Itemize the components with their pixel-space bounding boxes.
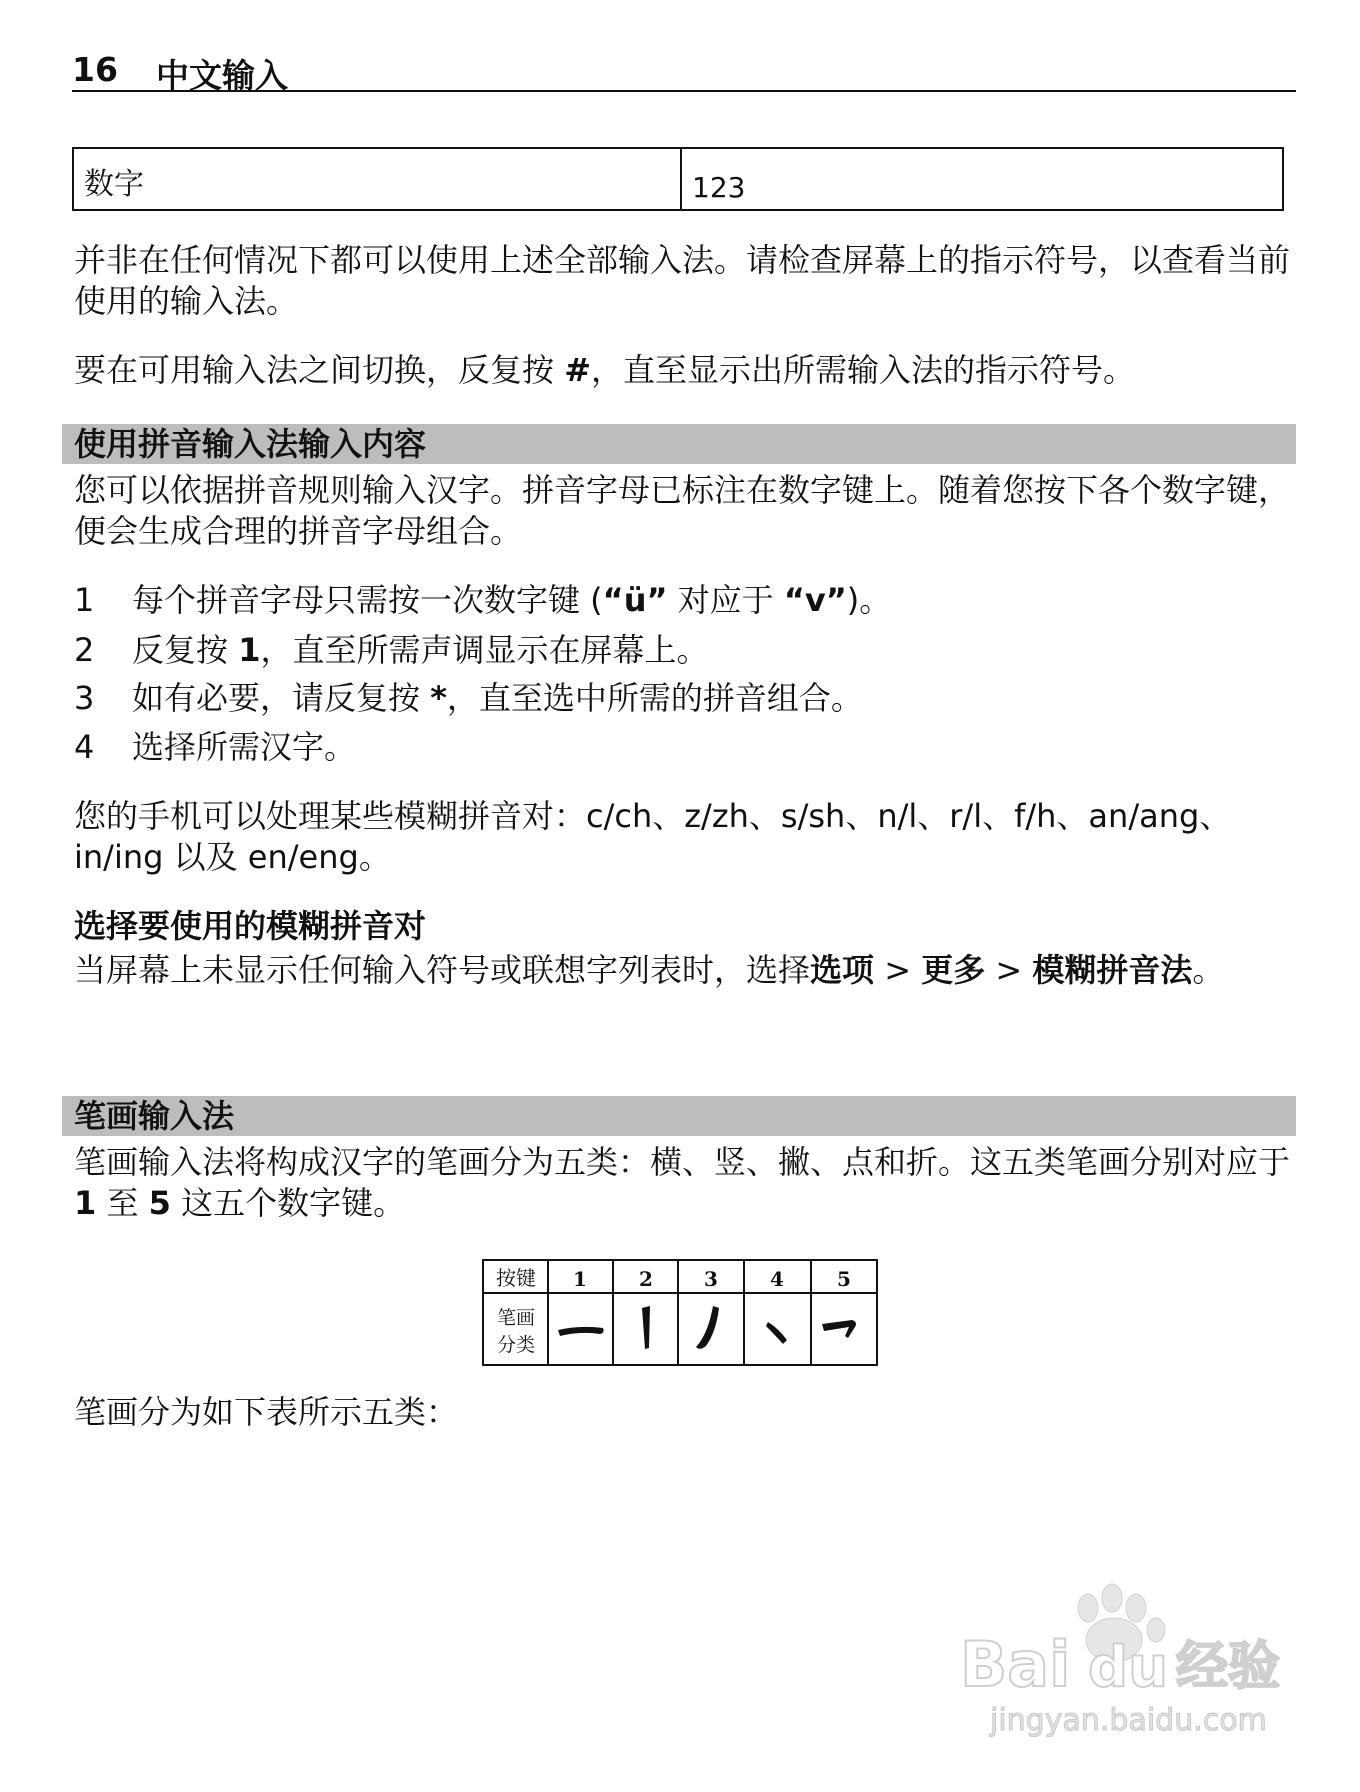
page-number: 16 bbox=[72, 50, 118, 89]
key-number: 5 bbox=[148, 1184, 171, 1222]
subheading-fuzzy-select: 选择要使用的模糊拼音对 bbox=[74, 907, 427, 945]
key-number-cell: 2 bbox=[639, 1267, 653, 1291]
baidu-paw-logo bbox=[960, 1570, 1290, 1740]
chapter-title: 中文输入 bbox=[156, 56, 288, 95]
step-text: )。 bbox=[846, 581, 892, 619]
watermark-brand-left: Bai bbox=[960, 1628, 1071, 1701]
paragraph-availability: 并非在任何情况下都可以使用上述全部输入法。请检查屏幕上的指示符号，以查看当前使用的输入法。 bbox=[74, 241, 1291, 320]
key-number-cell: 1 bbox=[573, 1267, 587, 1291]
step-key: “v” bbox=[783, 581, 847, 619]
stroke-label-line1: 笔画 bbox=[496, 1307, 536, 1329]
key-number-cell: 5 bbox=[837, 1267, 851, 1291]
watermark-url: jingyan.baidu.com bbox=[990, 1703, 1267, 1738]
paragraph-pinyin-intro: 您可以依据拼音规则输入汉字。拼音字母已标注在数字键上。随着您按下各个数字键，便会生成合理的拼音字母组合。 bbox=[74, 471, 1291, 550]
baidu-watermark bbox=[960, 1570, 1290, 1740]
key-label-cell: 按键 bbox=[496, 1266, 536, 1290]
menu-option-more: 更多 bbox=[921, 951, 986, 989]
stroke-pie-glyph bbox=[696, 1306, 719, 1349]
hash-key: # bbox=[564, 351, 591, 389]
menu-option-fuzzy-pinyin: 模糊拼音法 bbox=[1032, 951, 1193, 989]
step-text: 选择所需汉字。 bbox=[132, 728, 357, 766]
key-number: 1 bbox=[74, 1184, 97, 1222]
step-key: “ü” bbox=[602, 581, 668, 619]
list-item bbox=[74, 727, 1274, 767]
step-number: 4 bbox=[74, 728, 95, 766]
step-key: 1 bbox=[238, 631, 261, 669]
section-title-stroke: 笔画输入法 bbox=[62, 1096, 1296, 1136]
list-item bbox=[74, 678, 1274, 718]
paragraph-fuzzy-instructions bbox=[74, 950, 1294, 991]
step-text: 每个拼音字母只需按一次数字键 ( bbox=[132, 581, 603, 619]
step-text: ，直至选中所需的拼音组合。 bbox=[446, 679, 863, 717]
menu-option-options: 选项 bbox=[810, 951, 875, 989]
intro-text: 至 bbox=[96, 1184, 149, 1222]
step-number: 1 bbox=[74, 581, 95, 619]
list-item bbox=[74, 630, 1274, 670]
menu-separator: > bbox=[874, 951, 922, 989]
intro-text: 笔画输入法将构成汉字的笔画分为五类：横、竖、撇、点和折。这五类笔画分别对应于 bbox=[74, 1143, 1291, 1181]
step-text: 如有必要，请反复按 bbox=[132, 679, 431, 717]
step-number: 2 bbox=[74, 631, 95, 669]
stroke-shu-glyph bbox=[642, 1306, 650, 1349]
key-number-cell: 3 bbox=[704, 1267, 718, 1291]
table-border bbox=[483, 1260, 877, 1365]
stroke-heng-glyph bbox=[558, 1327, 604, 1336]
step-text: 对应于 bbox=[667, 581, 784, 619]
step-key: * bbox=[430, 679, 447, 717]
step-text: ，直至所需声调显示在屏幕上。 bbox=[260, 631, 709, 669]
mode-label-cell: 数字 bbox=[73, 148, 681, 210]
mode-value-cell: 123 bbox=[681, 148, 1283, 210]
stroke-dian-glyph bbox=[766, 1322, 787, 1344]
input-mode-table bbox=[72, 147, 1284, 211]
switch-text-post: ，直至显示出所需输入法的指示符号。 bbox=[591, 351, 1136, 389]
instr-text: 当屏幕上未显示任何输入符号或联想字列表时，选择 bbox=[74, 951, 811, 989]
paragraph-stroke-intro bbox=[74, 1142, 1294, 1224]
stroke-zhe-glyph bbox=[822, 1320, 856, 1338]
paragraph-stroke-footer: 笔画分为如下表所示五类： bbox=[74, 1393, 459, 1431]
paragraph-switch bbox=[74, 350, 1294, 391]
watermark-product: 经验 bbox=[1176, 1637, 1281, 1697]
paragraph-fuzzy-pinyin: 您的手机可以处理某些模糊拼音对：c/ch、z/zh、s/sh、n/l、r/l、f/h、an/ang、in/ing 以及 en/eng。 bbox=[74, 797, 1232, 876]
step-text: 反复按 bbox=[132, 631, 239, 669]
section-title-pinyin: 使用拼音输入法输入内容 bbox=[62, 424, 1296, 464]
instr-text: 。 bbox=[1192, 951, 1225, 989]
intro-text: 这五个数字键。 bbox=[170, 1184, 406, 1222]
table-row bbox=[73, 148, 1283, 210]
menu-separator: > bbox=[985, 951, 1033, 989]
page-header bbox=[72, 48, 1296, 95]
stroke-label-line2: 分类 bbox=[496, 1334, 536, 1356]
key-number-cell: 4 bbox=[770, 1267, 784, 1291]
switch-text-pre: 要在可用输入法之间切换，反复按 bbox=[74, 351, 565, 389]
watermark-brand-right: du bbox=[1088, 1635, 1168, 1700]
step-number: 3 bbox=[74, 679, 95, 717]
list-item bbox=[74, 580, 1274, 620]
